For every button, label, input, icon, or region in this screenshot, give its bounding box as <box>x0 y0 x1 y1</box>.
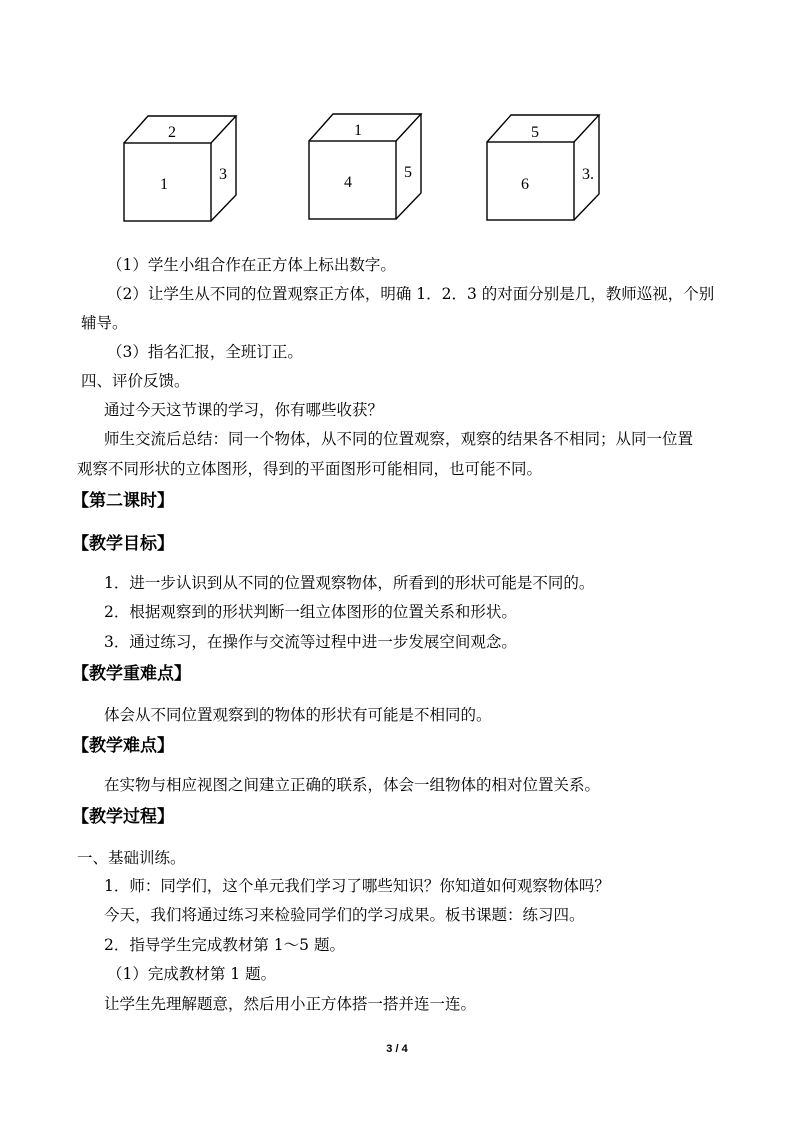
text-line: 辅导。 <box>81 314 128 332</box>
goal-item: 2．根据观察到的形状判断一组立体图形的位置关系和形状。 <box>104 603 517 621</box>
text-line: （3）指名汇报，全班订正。 <box>107 343 303 361</box>
text-line: 通过今天这节课的学习，你有哪些收获？ <box>104 401 384 419</box>
cube-diagrams <box>0 100 794 240</box>
cube-2 <box>309 114 421 219</box>
text-line: （1）学生小组合作在正方体上标出数字。 <box>107 256 396 274</box>
cube-1-side-label: 3 <box>219 166 227 183</box>
text-line: 师生交流后总结：同一个物体，从不同的位置观察，观察的结果各不相同；从同一位置 <box>104 430 694 448</box>
cube-2-front-label: 4 <box>344 174 352 191</box>
heading-difficulties: 【教学难点】 <box>72 736 174 756</box>
cube-2-side-label: 5 <box>404 164 412 181</box>
cube-3-side-label: 3. <box>582 166 594 183</box>
text-line: （1）完成教材第 1 题。 <box>107 965 277 983</box>
text-line: 今天，我们将通过练习来检验同学们的学习成果。板书课题：练习四。 <box>104 906 585 924</box>
text-line: 体会从不同位置观察到的物体的形状有可能是不相同的。 <box>104 706 492 724</box>
heading-teaching-process: 【教学过程】 <box>72 807 174 827</box>
section-title: 一、基础训练。 <box>77 849 186 867</box>
text-line: 让学生先理解题意，然后用小正方体搭一搭并连一连。 <box>104 995 477 1013</box>
cube-3-front-label: 6 <box>521 176 529 193</box>
section-title: 四、评价反馈。 <box>81 372 190 390</box>
cube-1 <box>124 116 236 221</box>
cube-3 <box>487 115 599 220</box>
goal-item: 1．进一步认识到从不同的位置观察物体，所看到的形状可能是不同的。 <box>104 574 595 592</box>
cube-2-top-label: 1 <box>354 122 362 139</box>
text-line: 观察不同形状的立体图形，得到的平面图形可能相同，也可能不同。 <box>77 460 543 478</box>
page-number: 3 / 4 <box>386 1043 408 1055</box>
cube-1-top-label: 2 <box>168 124 176 141</box>
heading-teaching-goals: 【教学目标】 <box>72 534 174 554</box>
text-line: 1．师：同学们，这个单元我们学习了哪些知识？你知道如何观察物体吗？ <box>104 877 610 895</box>
text-line: （2）让学生从不同的位置观察正方体，明确 1．2．3 的对面分别是几，教师巡视，个别 <box>107 285 715 303</box>
goal-item: 3．通过练习，在操作与交流等过程中进一步发展空间观念。 <box>104 633 517 651</box>
cube-3-top-label: 5 <box>531 124 539 141</box>
heading-second-lesson: 【第二课时】 <box>72 491 174 511</box>
text-line: 在实物与相应视图之间建立正确的联系，体会一组物体的相对位置关系。 <box>104 776 601 794</box>
text-line: 2．指导学生完成教材第 1～5 题。 <box>104 936 345 954</box>
heading-key-points: 【教学重难点】 <box>72 664 191 684</box>
cube-1-front-label: 1 <box>160 176 168 193</box>
